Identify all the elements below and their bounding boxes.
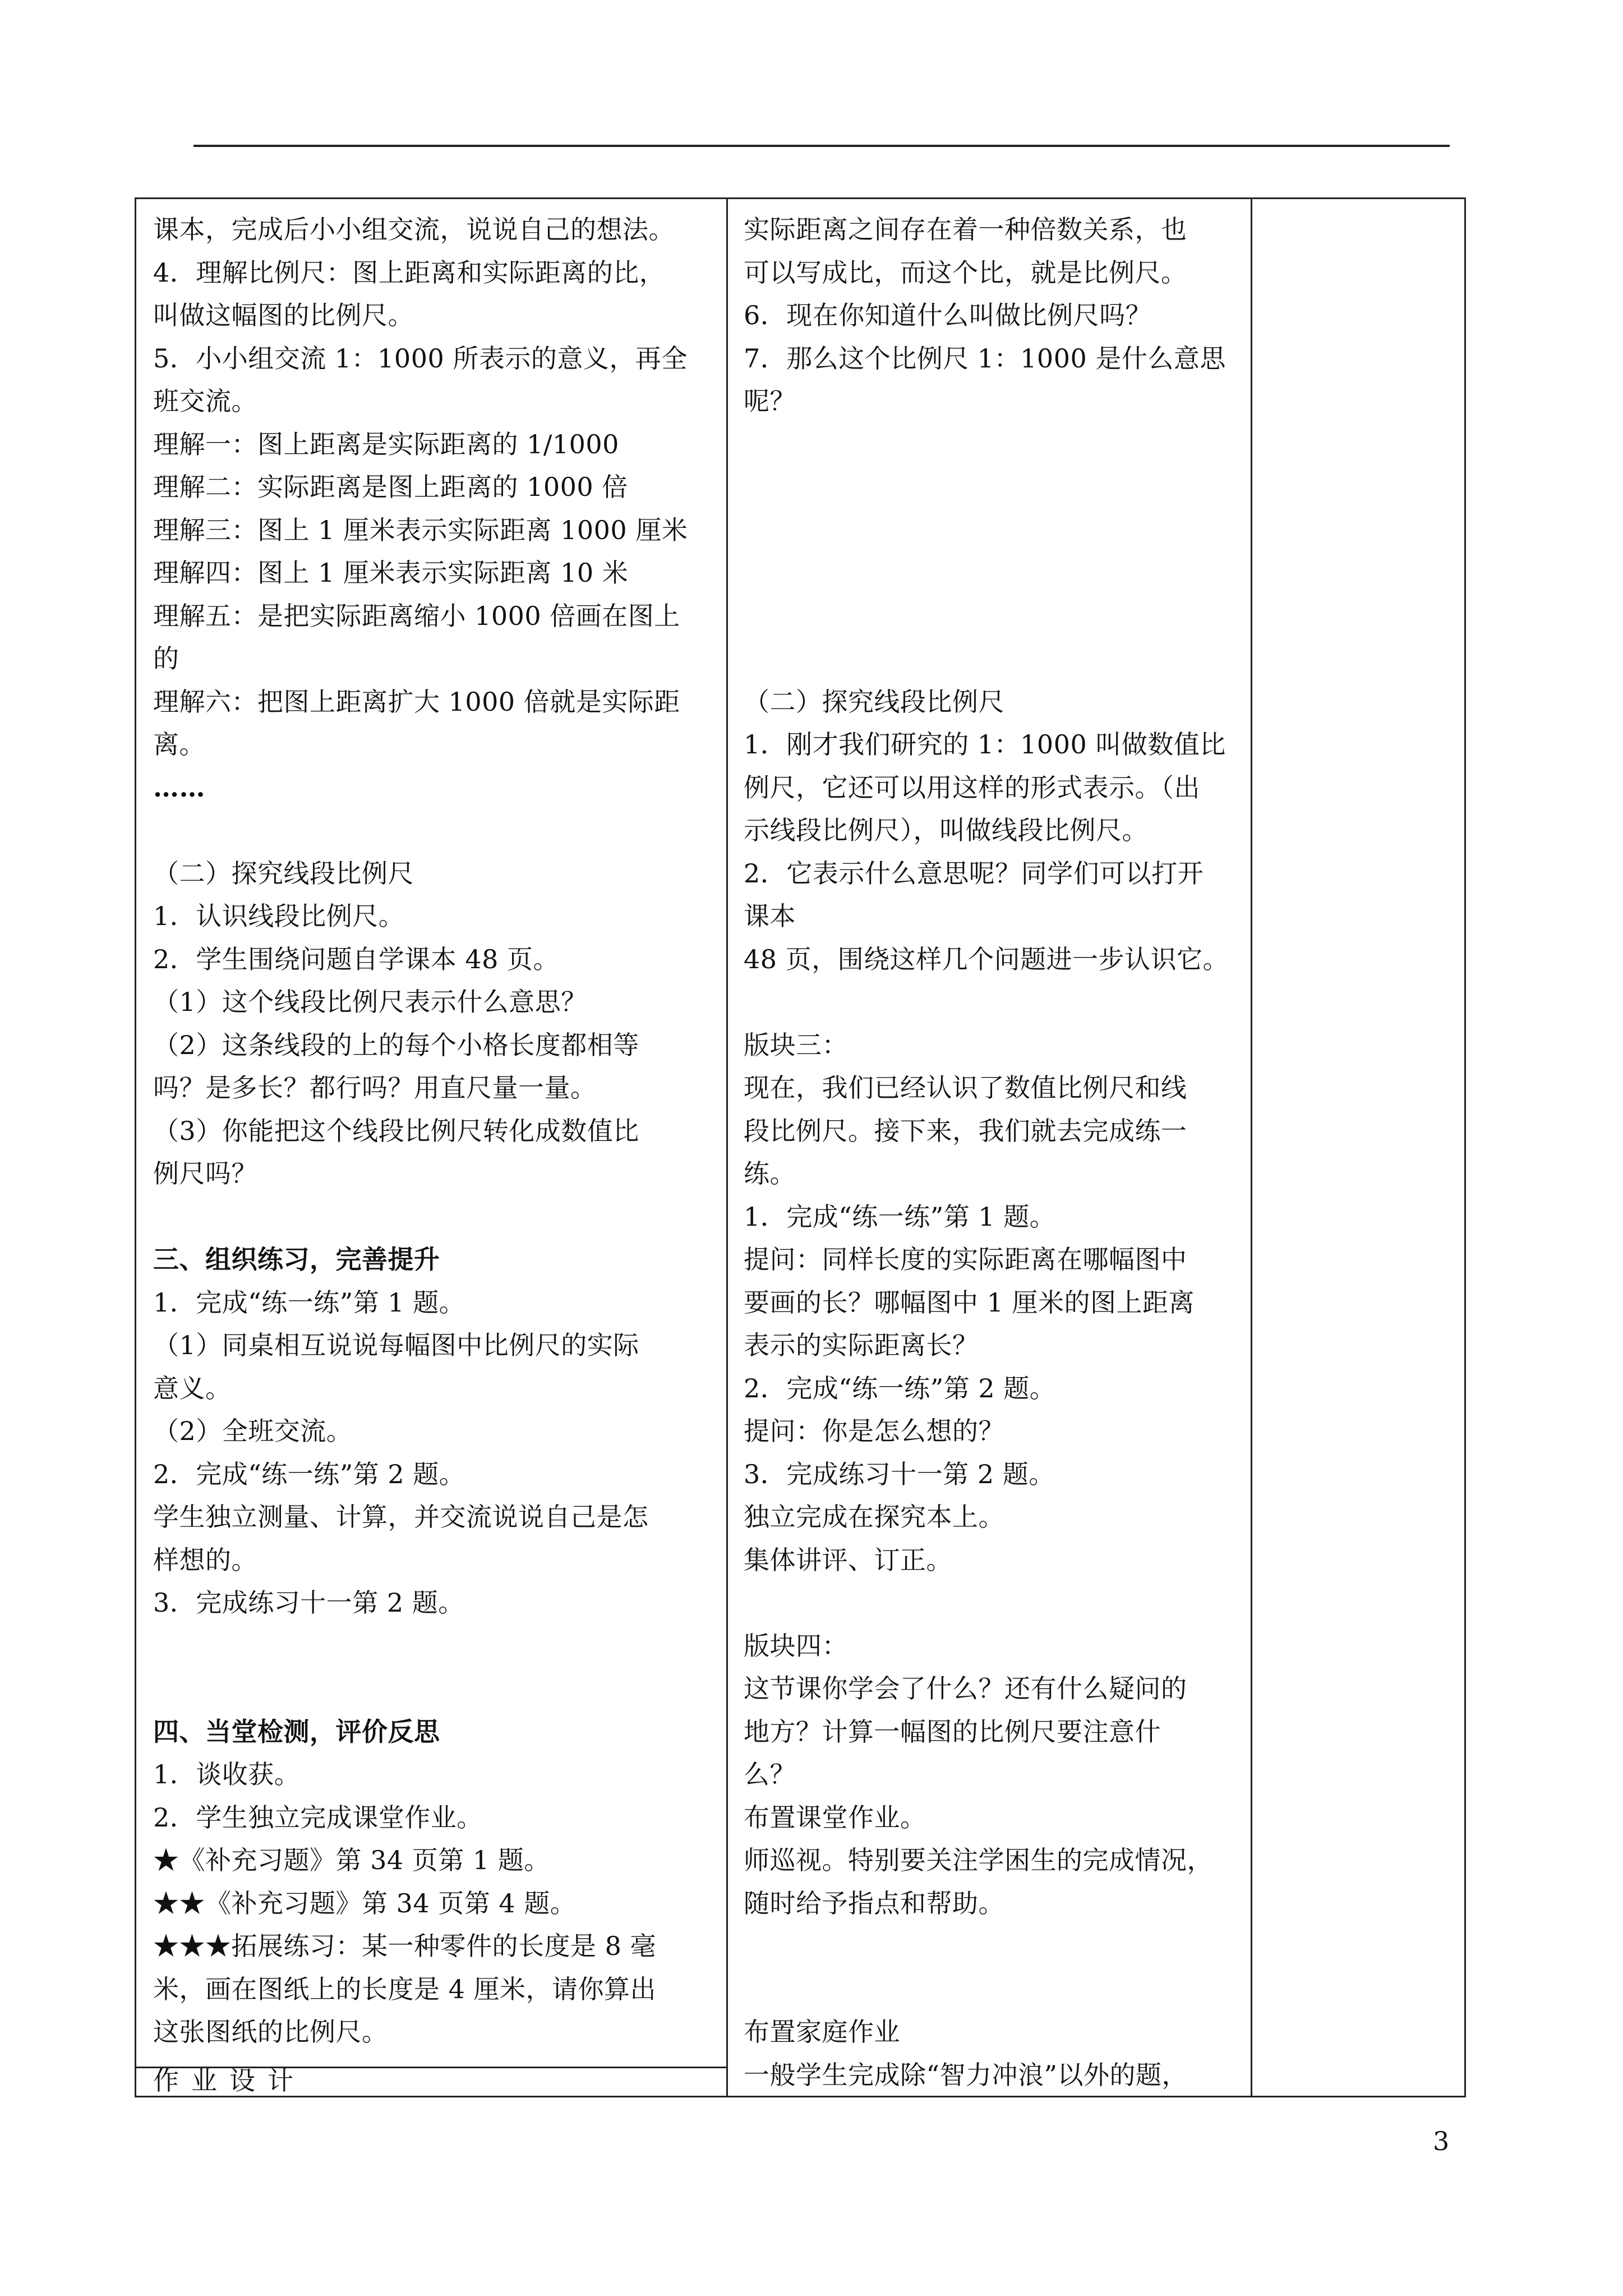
teacher-activity-line: 表示的实际距离长？ bbox=[744, 1330, 979, 1360]
student-activity-line: 4．理解比例尺：图上距离和实际距离的比， bbox=[153, 257, 666, 288]
teacher-activity-line: 1．刚才我们研究的 1：1000 叫做数值比 bbox=[744, 729, 1226, 760]
student-activity-line: ★《补充习题》第 34 页第 1 题。 bbox=[153, 1845, 550, 1875]
teacher-activity-line bbox=[744, 1925, 1245, 1968]
student-activity-line: 例尺吗？ bbox=[153, 1158, 257, 1189]
homework-design-row bbox=[136, 2067, 728, 2096]
teacher-activity-line: 呢？ bbox=[744, 386, 796, 416]
teacher-activity-line bbox=[744, 637, 1245, 680]
teacher-activity-line: 段比例尺。接下来，我们就去完成练一 bbox=[744, 1115, 1187, 1146]
teacher-activity-line: 2．它表示什么意思呢？同学们可以打开 bbox=[744, 858, 1204, 889]
teacher-activity-line: 么？ bbox=[744, 1759, 796, 1789]
student-activity-line: 2．学生围绕问题自学课本 48 页。 bbox=[153, 944, 560, 974]
teacher-activity-line: 这节课你学会了什么？还有什么疑问的 bbox=[744, 1673, 1187, 1704]
student-activity-text bbox=[153, 208, 721, 2054]
student-activity-line: 的 bbox=[153, 643, 179, 674]
notes-column bbox=[1252, 199, 1464, 2096]
student-activity-line: 课本，完成后小小组交流，说说自己的想法。 bbox=[153, 214, 675, 245]
student-activity-column bbox=[136, 199, 728, 2067]
teacher-activity-line: 集体讲评、订正。 bbox=[744, 1544, 952, 1575]
teacher-activity-line: 48 页，围绕这样几个问题进一步认识它。 bbox=[744, 944, 1229, 974]
teacher-activity-line: 版块三： bbox=[744, 1029, 848, 1060]
teacher-activity-line bbox=[744, 423, 1245, 466]
student-activity-line bbox=[153, 1667, 721, 1710]
teacher-activity-line bbox=[744, 981, 1245, 1024]
student-activity-line bbox=[153, 1625, 721, 1668]
student-activity-line: …… bbox=[153, 772, 205, 803]
teacher-activity-line: 7．那么这个比例尺 1：1000 是什么意思 bbox=[744, 343, 1226, 374]
teacher-activity-line: 实际距离之间存在着一种倍数关系，也 bbox=[744, 214, 1187, 245]
teacher-activity-text bbox=[744, 208, 1245, 2096]
student-activity-line: 5．小小组交流 1：1000 所表示的意义，再全 bbox=[153, 343, 688, 374]
student-activity-line: 样想的。 bbox=[153, 1544, 257, 1575]
student-activity-line: ★★★拓展练习：某一种零件的长度是 8 毫 bbox=[153, 1931, 657, 1961]
homework-design-label: 作业设计 bbox=[153, 2065, 306, 2096]
student-activity-line: 1．完成“练一练”第 1 题。 bbox=[153, 1287, 465, 1318]
teacher-activity-line: 可以写成比，而这个比，就是比例尺。 bbox=[744, 257, 1187, 288]
teacher-activity-line: 布置家庭作业 bbox=[744, 2017, 900, 2047]
student-activity-line: 理解六：把图上距离扩大 1000 倍就是实际距 bbox=[153, 686, 680, 717]
teacher-activity-line: 练。 bbox=[744, 1158, 796, 1189]
student-activity-line: 理解二：实际距离是图上距离的 1000 倍 bbox=[153, 472, 628, 502]
teacher-activity-line bbox=[744, 509, 1245, 552]
student-activity-line: 吗？是多长？都行吗？用直尺量一量。 bbox=[153, 1073, 597, 1103]
teacher-activity-line bbox=[744, 1581, 1245, 1625]
teacher-activity-line bbox=[744, 466, 1245, 509]
teacher-activity-line: 一般学生完成除“智力冲浪”以外的题， bbox=[744, 2059, 1188, 2090]
student-activity-line: （1）这个线段比例尺表示什么意思？ bbox=[153, 987, 587, 1017]
teacher-activity-line: 3．完成练习十一第 2 题。 bbox=[744, 1458, 1055, 1489]
student-activity-line: （2）这条线段的上的每个小格长度都相等 bbox=[153, 1029, 639, 1060]
teacher-activity-line: 课本 bbox=[744, 901, 796, 931]
student-activity-line: 意义。 bbox=[153, 1373, 232, 1404]
student-activity-line: 这张图纸的比例尺。 bbox=[153, 2017, 388, 2047]
student-activity-line: 3．完成练习十一第 2 题。 bbox=[153, 1588, 464, 1618]
student-activity-line: 理解五：是把实际距离缩小 1000 倍画在图上 bbox=[153, 600, 680, 631]
teacher-activity-line: 要画的长？哪幅图中 1 厘米的图上距离 bbox=[744, 1287, 1195, 1318]
student-activity-line: 学生独立测量、计算，并交流说说自己是怎 bbox=[153, 1502, 649, 1532]
student-activity-line: 理解一：图上距离是实际距离的 1/1000 bbox=[153, 429, 619, 459]
teacher-activity-line: 示线段比例尺），叫做线段比例尺。 bbox=[744, 815, 1148, 845]
teacher-activity-line: 现在，我们已经认识了数值比例尺和线 bbox=[744, 1073, 1187, 1103]
student-activity-line: 班交流。 bbox=[153, 386, 257, 416]
student-activity-line: 理解三：图上 1 厘米表示实际距离 1000 厘米 bbox=[153, 514, 688, 545]
student-activity-line bbox=[153, 809, 721, 852]
student-activity-line: 三、组织练习，完善提升 bbox=[153, 1244, 440, 1274]
teacher-activity-line: 例尺，它还可以用这样的形式表示。（出 bbox=[744, 772, 1200, 803]
teacher-activity-line bbox=[744, 1968, 1245, 2011]
student-activity-line: （1）同桌相互说说每幅图中比例尺的实际 bbox=[153, 1330, 639, 1360]
student-activity-line: 四、当堂检测，评价反思 bbox=[153, 1716, 440, 1747]
teacher-activity-line bbox=[744, 595, 1245, 638]
teacher-activity-line: 提问：你是怎么想的？ bbox=[744, 1416, 1004, 1446]
student-activity-line bbox=[153, 1195, 721, 1239]
teacher-activity-line bbox=[744, 551, 1245, 595]
student-activity-line: 理解四：图上 1 厘米表示实际距离 10 米 bbox=[153, 558, 629, 588]
teacher-activity-line: 布置课堂作业。 bbox=[744, 1802, 926, 1833]
student-activity-line: （二）探究线段比例尺 bbox=[153, 858, 414, 889]
teacher-activity-line: 师巡视。特别要关注学困生的完成情况， bbox=[744, 1845, 1213, 1875]
teacher-activity-line: 6．现在你知道什么叫做比例尺吗？ bbox=[744, 300, 1152, 330]
student-activity-line: 2．完成“练一练”第 2 题。 bbox=[153, 1458, 465, 1489]
student-activity-line: 离。 bbox=[153, 729, 205, 760]
lesson-plan-table bbox=[135, 197, 1466, 2097]
teacher-activity-line: 独立完成在探究本上。 bbox=[744, 1502, 1004, 1532]
student-activity-line: 叫做这幅图的比例尺。 bbox=[153, 300, 414, 330]
header-rule bbox=[193, 145, 1450, 147]
teacher-activity-column bbox=[728, 199, 1252, 2096]
teacher-activity-line: 随时给予指点和帮助。 bbox=[744, 1888, 1004, 1918]
student-activity-line: ★★《补充习题》第 34 页第 4 题。 bbox=[153, 1888, 577, 1918]
student-activity-line: （3）你能把这个线段比例尺转化成数值比 bbox=[153, 1115, 639, 1146]
page-number: 3 bbox=[1433, 2126, 1450, 2156]
student-activity-line: （2）全班交流。 bbox=[153, 1416, 353, 1446]
student-activity-line: 2．学生独立完成课堂作业。 bbox=[153, 1802, 483, 1833]
student-activity-line: 1．认识线段比例尺。 bbox=[153, 901, 405, 931]
teacher-activity-line: 提问：同样长度的实际距离在哪幅图中 bbox=[744, 1244, 1187, 1274]
teacher-activity-line: 版块四： bbox=[744, 1630, 848, 1661]
teacher-activity-line: （二）探究线段比例尺 bbox=[744, 686, 1004, 717]
teacher-activity-line: 1．完成“练一练”第 1 题。 bbox=[744, 1201, 1056, 1232]
student-activity-line: 1．谈收获。 bbox=[153, 1759, 301, 1789]
teacher-activity-line: 2．完成“练一练”第 2 题。 bbox=[744, 1373, 1056, 1404]
teacher-activity-line: 地方？计算一幅图的比例尺要注意什 bbox=[744, 1716, 1161, 1747]
student-activity-line: 米，画在图纸上的长度是 4 厘米，请你算出 bbox=[153, 1973, 657, 2004]
